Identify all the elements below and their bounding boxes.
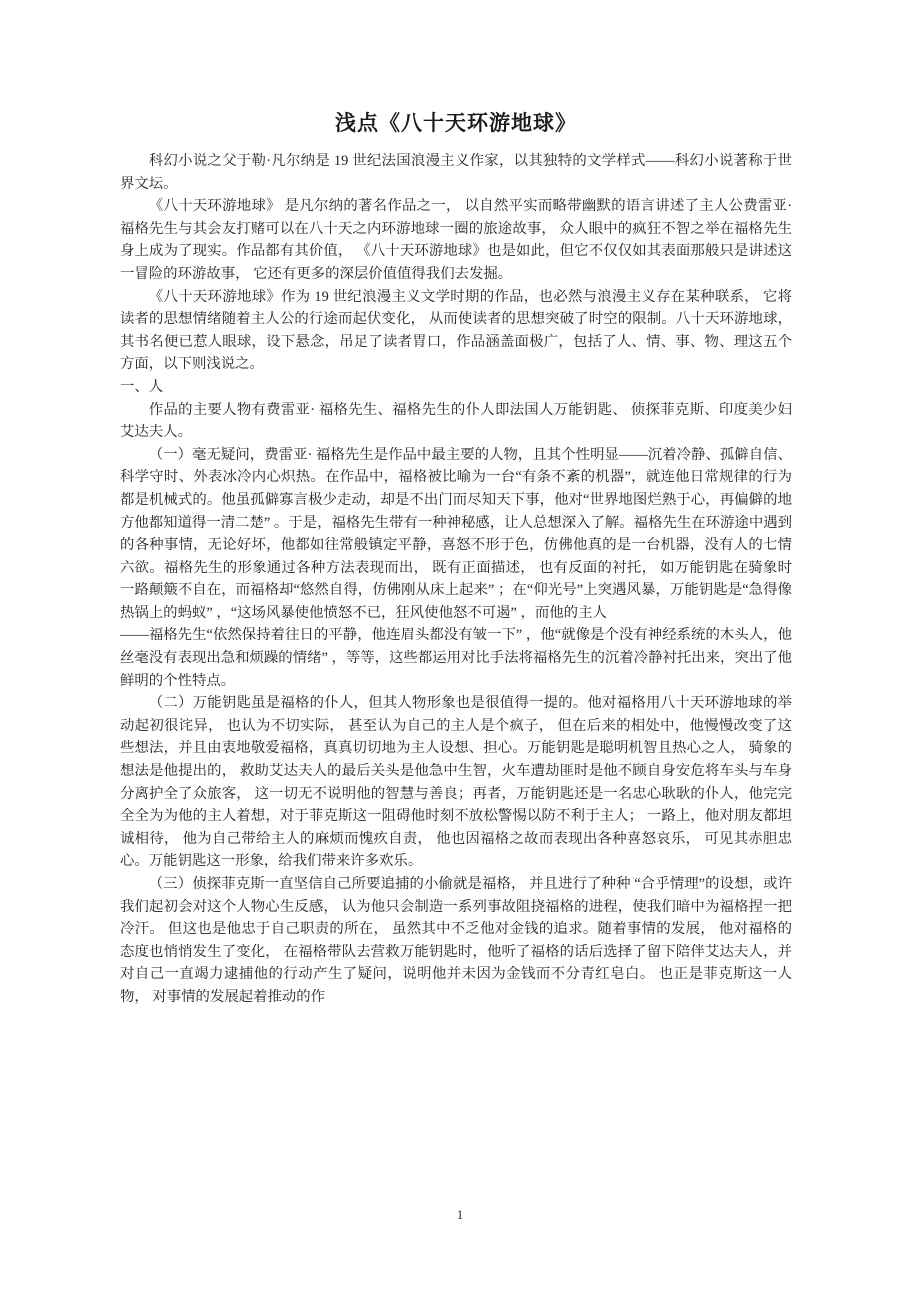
- paragraph-1: 科幻小说之父于勒·凡尔纳是 19 世纪法国浪漫主义作家，以其独特的文学样式——科幻小说著称于世界文坛。: [120, 153, 792, 192]
- paragraph-9: （三）侦探菲克斯一直坚信自己所要追捕的小偷就是福格， 并且进行了种种 “合乎情理”的设想，或许我们起初会对这个人物心生反感， 认为他只会制造一系列事故阻挠福格的进程，使我们暗中为福格捏一把冷汗。 但这也是他忠于自己职责的所在， 虽然其中不乏他对金钱的追求。随着事情的发展， 他对福格的态度也悄悄发生了变化， 在福格带队去营救万能钥匙时，他听了福格的话后选择了留下陪伴艾达夫人，并对自己一直竭力逮捕他的行动产生了疑问，说明他并未因为金钱而不分青红皂白。 也正是菲克斯这一人物， 对事情的发展起着推动的作: [120, 876, 792, 1005]
- paragraph-8: （二）万能钥匙虽是福格的仆人，但其人物形象也是很值得一提的。他对福格用八十天环游地球的举动起初很诧异， 也认为不切实际， 甚至认为自己的主人是个疯子， 但在后来的相处中，他慢慢改变了这些想法，并且由衷地敬爱福格，真真切切地为主人设想、担心。万能钥匙是聪明机智且热心之人， 骑象的想法是他提出的， 救助艾达夫人的最后关头是他急中生智，火车遭劫匪时是他不顾自身安危将车头与车身分离护全了众旅客， 这一切无不说明他的智慧与善良；再者，万能钥匙还是一名忠心耿耿的仆人，他完完全全为为他的主人着想，对于菲克斯这一阻碍他时刻不放松警惕以防不利于主人； 一路上，他对朋友都坦诚相待， 他为自己带给主人的麻烦而愧疚自责， 他也因福格之故而表现出各种喜怒哀乐， 可见其赤胆忠心。万能钥匙这一形象，给我们带来许多欢乐。: [120, 695, 792, 870]
- paragraph-3: 《八十天环游地球》作为 19 世纪浪漫主义文学时期的作品，也必然与浪漫主义存在某种联系， 它将读者的思想情绪随着主人公的行途而起伏变化， 从而使读者的思想突破了时空的限制。八十天环游地球，其书名便已惹人眼球，设下悬念，吊足了读者胃口，作品涵盖面极广，包括了人、情、事、物、理这五个方面，以下则浅说之。: [120, 288, 792, 373]
- section-heading-person: 一、人: [120, 378, 164, 395]
- paragraph-2: 《八十天环游地球》 是凡尔纳的著名作品之一， 以自然平实而略带幽默的语言讲述了主人公费雷亚· 福格先生与其会友打赌可以在八十天之内环游地球一圈的旅途故事， 众人眼中的疯狂不智之举在福格先生身上成为了现实。作品都有其价值， 《八十天环游地球》也是如此，但它不仅仅如其表面那般只是讲述这一冒险的环游故事， 它还有更多的深层价值值得我们去发掘。: [120, 198, 792, 282]
- paragraph-6: （一）毫无疑问，费雷亚· 福格先生是作品中最主要的人物，且其个性明显——沉着冷静、孤僻自信、科学守时、外表冰冷内心炽热。在作品中，福格被比喻为一台“有条不紊的机器”，就连他日常规律的行为都是机械式的。他虽孤僻寡言极少走动，却是不出门而尽知天下事，他对“世界地图烂熟于心，再偏僻的地方他都知道得一清二楚” 。于是，福格先生带有一种神秘感，让人总想深入了解。福格先生在环游途中遇到的各种事情，无论好坏，他都如往常般镇定平静，喜怒不形于色，仿佛他真的是一台机器，没有人的七情六欲。福格先生的形象通过各种方法表现而出， 既有正面描述， 也有反面的衬托， 如万能钥匙在骑象时一路颠簸不自在，而福格却“悠然自得，仿佛刚从床上起来” ；在“仰光号”上突遇风暴，万能钥匙是“急得像热锅上的蚂蚁” ，“这场风暴使他愤怒不已，狂风使他怒不可遏” ，而他的主人: [120, 446, 792, 621]
- paragraph-7: ——福格先生“依然保持着往日的平静，他连眉头都没有皱一下” ，他“就像是个没有神经系统的木头人，他丝毫没有表现出急和烦躁的情绪” ，等等，这些都运用对比手法将福格先生的沉着冷静衬托出来，突出了他鲜明的个性特点。: [120, 627, 792, 689]
- page-number: 1: [456, 1207, 464, 1222]
- page-title: 浅点《八十天环游地球》: [335, 111, 577, 135]
- paragraph-5: 作品的主要人物有费雷亚· 福格先生、福格先生的仆人即法国人万能钥匙、 侦探菲克斯、印度美少妇艾达夫人。: [120, 401, 792, 441]
- document-body: [120, 108, 792, 1009]
